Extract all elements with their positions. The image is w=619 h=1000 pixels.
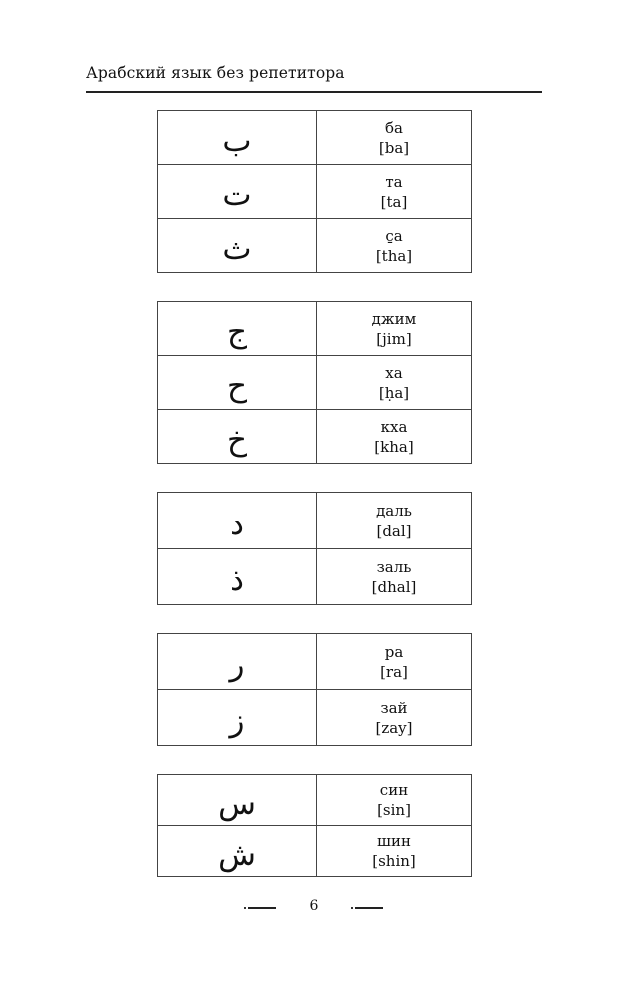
arabic-letter: ر xyxy=(229,647,245,683)
letter-name: зай xyxy=(380,698,408,717)
arabic-letter-cell xyxy=(158,302,317,356)
arabic-letter: ث xyxy=(222,231,252,267)
arabic-letter-cell xyxy=(158,356,317,410)
arabic-letter: ز xyxy=(229,703,245,739)
letter-name: ха xyxy=(385,363,403,382)
letter-name: ба xyxy=(385,118,403,137)
arabic-letter: ج xyxy=(226,314,247,350)
arabic-letter: ح xyxy=(226,368,247,404)
letter-name-cell xyxy=(317,356,472,410)
footer-ornament-dot xyxy=(244,907,246,909)
footer-ornament-right xyxy=(355,907,383,909)
arabic-letter: ب xyxy=(222,123,252,159)
letter-name-cell xyxy=(317,111,472,165)
letter-row xyxy=(158,111,472,165)
letters-table-ra-zay xyxy=(157,633,472,746)
letters-table-sin-shin xyxy=(157,774,472,877)
letter-row xyxy=(158,634,472,690)
letter-row xyxy=(158,219,472,273)
arabic-letter: ت xyxy=(222,177,252,213)
letter-transliteration: [jim] xyxy=(376,329,412,348)
letter-row xyxy=(158,356,472,410)
arabic-letter-cell xyxy=(158,634,317,690)
letter-name: та xyxy=(385,172,403,191)
letter-row xyxy=(158,493,472,549)
letter-name: кха xyxy=(380,417,408,436)
letter-row xyxy=(158,690,472,746)
letter-name: син xyxy=(379,781,409,799)
letter-name: шин xyxy=(377,832,411,850)
letter-transliteration: [sin] xyxy=(377,801,411,819)
letter-name: джим xyxy=(371,309,417,328)
footer-ornament-dot xyxy=(351,907,353,909)
letter-name-cell xyxy=(317,219,472,273)
footer-ornament-left xyxy=(248,907,276,909)
running-head-title: Арабский язык без репетитора xyxy=(86,64,345,82)
letter-name-cell xyxy=(317,690,472,746)
letter-transliteration: [tha] xyxy=(375,246,413,265)
letter-transliteration: [ta] xyxy=(380,192,408,211)
arabic-letter-cell xyxy=(158,111,317,165)
letter-name: заль xyxy=(376,557,412,576)
letter-name-cell xyxy=(317,165,472,219)
letter-row xyxy=(158,826,472,877)
letter-row xyxy=(158,302,472,356)
letter-row xyxy=(158,410,472,464)
letter-name-cell xyxy=(317,493,472,549)
letters-table-jim-ha-kha xyxy=(157,301,472,464)
arabic-letter-cell xyxy=(158,826,317,877)
letter-name-cell xyxy=(317,634,472,690)
arabic-letter: د xyxy=(230,506,244,542)
letters-table-dal-dhal xyxy=(157,492,472,605)
letter-name: ра xyxy=(384,642,404,661)
arabic-letter: ذ xyxy=(230,562,244,598)
letter-name-cell xyxy=(317,410,472,464)
arabic-letter-cell xyxy=(158,219,317,273)
letter-transliteration: [dal] xyxy=(376,521,412,540)
letter-transliteration: [dhal] xyxy=(371,577,417,596)
letter-name-cell xyxy=(317,775,472,826)
letter-transliteration: [zay] xyxy=(375,718,413,737)
letter-name: даль xyxy=(376,501,412,520)
letter-row xyxy=(158,165,472,219)
letter-transliteration: [ḥa] xyxy=(378,383,410,402)
letter-name-cell xyxy=(317,826,472,877)
arabic-letter-cell xyxy=(158,549,317,605)
arabic-letter-cell xyxy=(158,165,317,219)
letter-transliteration: [shin] xyxy=(372,852,416,870)
header-rule xyxy=(86,91,542,93)
arabic-letter: ش xyxy=(218,836,256,873)
letter-transliteration: [ra] xyxy=(380,662,408,681)
letter-name: с̱а xyxy=(385,226,403,245)
arabic-letter: س xyxy=(218,785,256,822)
arabic-letter-cell xyxy=(158,690,317,746)
letter-name-cell xyxy=(317,549,472,605)
letter-row xyxy=(158,549,472,605)
letter-name-cell xyxy=(317,302,472,356)
arabic-letter: خ xyxy=(226,422,247,458)
arabic-letter-cell xyxy=(158,493,317,549)
letters-table-ba-ta-tha xyxy=(157,110,472,273)
page-number: 6 xyxy=(309,898,319,914)
letter-transliteration: [kha] xyxy=(374,437,414,456)
arabic-letter-cell xyxy=(158,775,317,826)
arabic-letter-cell xyxy=(158,410,317,464)
letter-row xyxy=(158,775,472,826)
letter-transliteration: [ba] xyxy=(378,138,410,157)
